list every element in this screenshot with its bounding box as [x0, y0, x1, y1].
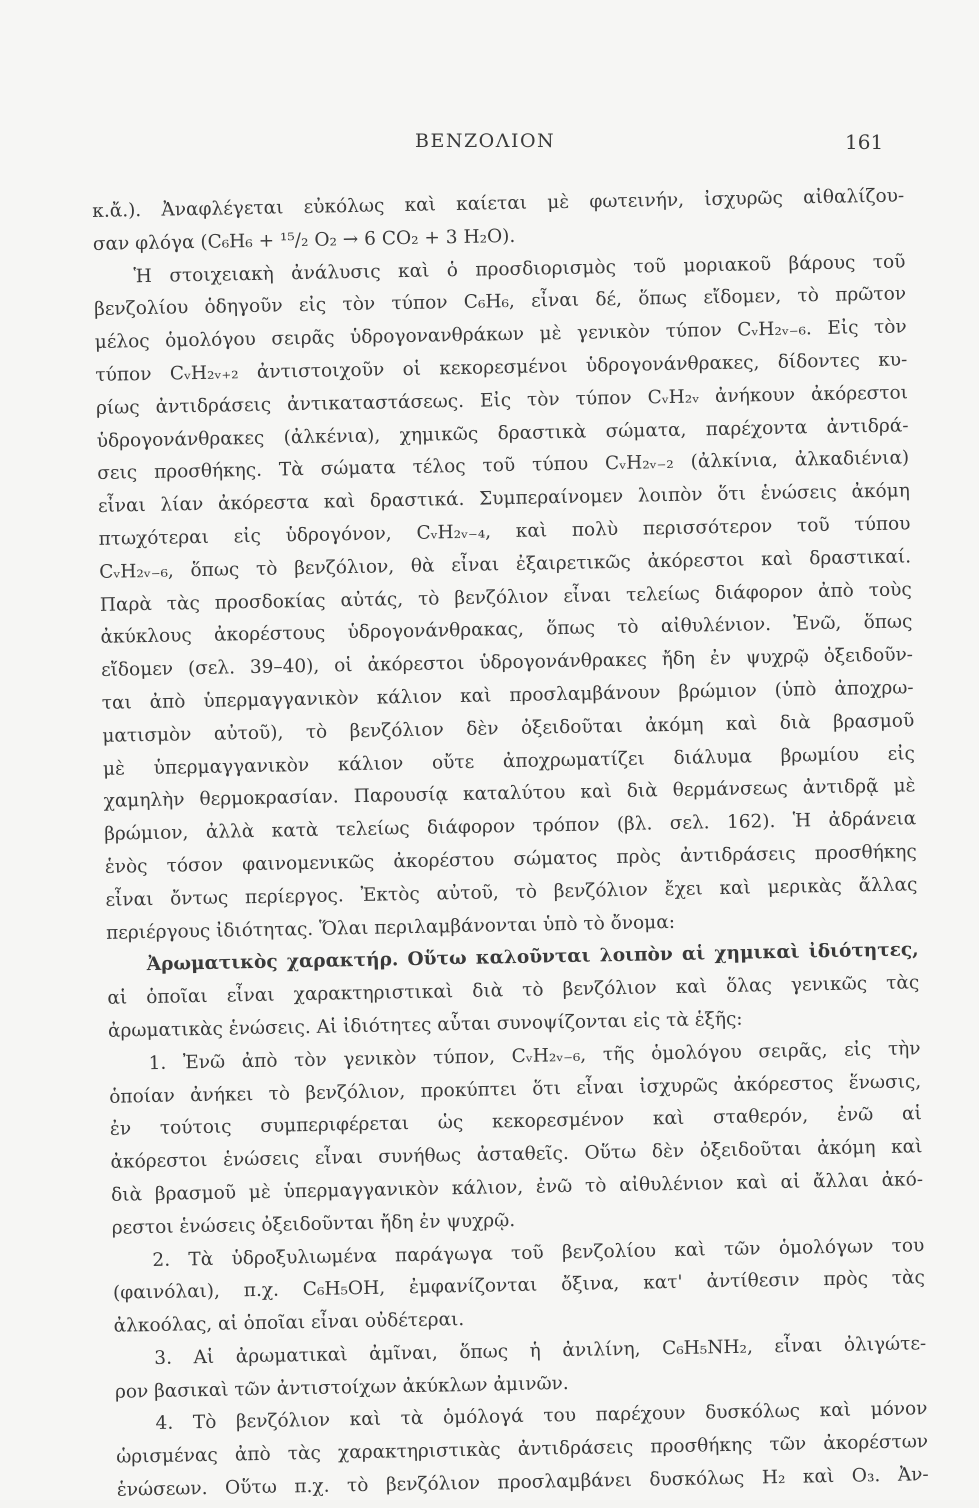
text-line: ἀλκοόλας, αἱ ὁποῖαι εἶναι οὐδέτεραι. [113, 1309, 465, 1337]
text-line: ἑνὸς τόσον φαινομενικῶς ἀκορέστου σώματος πρὸς ἀντιδράσεις προσθήκης [104, 841, 917, 878]
text-line: ρον βασικαὶ τῶν ἀντιστοίχων ἀκύκλων ἀμινῶν. [114, 1372, 569, 1403]
text-line: εἶναι λίαν ἀκόρεστα καὶ δραστικά. Συμπεραίνομεν λοιπὸν ὅτι ἑνώσεις ἀκόμη [97, 480, 911, 518]
page-header [0, 130, 979, 160]
text-line: διὰ βρασμοῦ μὲ ὑπερμαγγανικὸν κάλιον, ἐνῶ τὸ αἰθυλένιον καὶ αἱ ἄλλαι ἀκό- [110, 1169, 924, 1206]
text-line: Ἀρωματικὸς χαρακτήρ. Οὕτω καλοῦνται λοιπὸν αἱ χημικαὶ ἰδιότητες, [146, 939, 919, 976]
text-line: 1. Ἐνῶ ἀπὸ τὸν γενικὸν τύπον, CᵥH₂ᵥ₋₆, τῆς ὁμολόγου σειρᾶς, εἰς τὴν [148, 1037, 921, 1074]
text-line: εἶναι ὄντως περίεργος. Ἐκτὸς αὐτοῦ, τὸ βενζόλιον ἔχει καὶ μερικὰς ἄλλας [105, 874, 918, 911]
text-line: ἀκόρεστοι ἑνώσεις εἶναι συνήθως ἀσταθεῖς. Οὕτω δὲν ὀξειδοῦται ἀκόμη καὶ [110, 1136, 923, 1173]
text-line: περιέργους ἰδιότητας. Ὅλαι περιλαμβάνονται ὑπὸ τὸ ὄνομα: [105, 911, 676, 944]
text-line: τύπον CᵥH₂ᵥ₊₂ ἀντιστοιχοῦν οἱ κεκορεσμένοι ὑδρογονάνθρακες, δίδοντες κυ- [95, 349, 908, 386]
text-line: ὡρισμένας ἀπὸ τὰς χαρακτηριστικὰς ἀντιδράσεις προσθήκης τῶν ἀκορέστων [116, 1431, 929, 1469]
text-line: βενζολίου ὁδηγοῦν εἰς τὸν τύπον C₆H₆, εἶναι δέ, ὅπως εἴδομεν, τὸ πρῶτον [93, 283, 907, 321]
text-line: 4. Τὸ βενζόλιον καὶ τὰ ὁμόλογά του παρέχουν δυσκόλως καὶ μόνον [155, 1398, 928, 1435]
text-line: εἴδομεν (σελ. 39–40), οἱ ἀκόρεστοι ὑδρογονάνθρακες ἤδη ἐν ψυχρῷ ὀξειδοῦν- [100, 644, 914, 682]
text-line: ὑδρογονάνθρακες (ἀλκένια), χημικῶς δραστικὰ σώματα, παρέχοντα ἀντιδρά- [96, 414, 909, 452]
text-line: βρώμιον, ἀλλὰ κατὰ τελείως διάφορον τρόπον (βλ. σελ. 162). Ἡ ἀδράνεια [104, 808, 917, 846]
page-number: 161 [845, 130, 884, 154]
text-line: CᵥH₂ᵥ₋₆, ὅπως τὸ βενζόλιον, θὰ εἶναι ἐξαιρετικῶς ἀκόρεστοι καὶ δραστικαί. [99, 546, 912, 583]
text-line: ἐν τούτοις συμπεριφέρεται ὡς κεκορεσμένον καὶ σταθερόν, ἐνῶ αἱ [109, 1103, 922, 1141]
text-line: ἀρωματικὰς ἑνώσεις. Αἱ ἰδιότητες αὗται συνοψίζονται εἰς τὰ ἑξῆς: [107, 1008, 743, 1042]
text-line: ματισμὸν αὐτοῦ), τὸ βενζόλιον δὲν ὀξειδοῦται ἀκόμη καὶ διὰ βρασμοῦ [102, 710, 915, 747]
body-text [92, 180, 929, 1507]
text-line: κ.ἄ.). Ἀναφλέγεται εὐκόλως καὶ καίεται μὲ φωτεινήν, ἰσχυρῶς αἰθαλίζου- [92, 185, 905, 222]
text-line: σεις προσθήκης. Τὰ σώματα τέλος τοῦ τύπου CᵥH₂ᵥ₋₂ (ἀλκίνια, ἀλκαδιένια) [97, 447, 910, 485]
running-title: ΒΕΝΖΟΛΙΟΝ [415, 130, 556, 152]
text-line: σαν φλόγα (C₆H₆ + ¹⁵/₂ O₂ → 6 CO₂ + 3 H₂O). [92, 225, 516, 255]
text-line: Παρὰ τὰς προσδοκίας αὐτάς, τὸ βενζόλιον εἶναι τελείως διάφορον ἀπὸ τοὺς [99, 578, 912, 616]
text-line: ἑνώσεων. Οὕτω π.χ. τὸ βενζόλιον προσλαμβάνει δυσκόλως H₂ καὶ O₃. Ἀν- [116, 1464, 929, 1501]
text-line: χαμηλὴν θερμοκρασίαν. Παρουσίᾳ καταλύτου καὶ διὰ θερμάνσεως ἀντιδρᾷ μὲ [103, 775, 916, 813]
text-line: 3. Αἱ ἀρωματικαὶ ἀμῖναι, ὅπως ἡ ἀνιλίνη, C₆H₅NH₂, εἶναι ὀλιγώτε- [154, 1333, 927, 1369]
text-line: ται ἀπὸ ὑπερμαγγανικὸν κάλιον καὶ προσλαμβάνουν βρώμιον (ὑπὸ ἀποχρω- [101, 677, 914, 714]
text-line: μέλος ὁμολόγου σειρᾶς ὑδρογονανθράκων μὲ γενικὸν τύπον CᵥH₂ᵥ₋₆. Εἰς τὸν [94, 316, 907, 354]
text-line: αἱ ὁποῖαι εἶναι χαρακτηριστικαὶ διὰ τὸ βενζόλιον καὶ ὅλας γενικῶς τὰς [107, 972, 920, 1009]
text-line: Ἡ στοιχειακὴ ἀνάλυσις καὶ ὁ προσδιορισμὸς τοῦ μοριακοῦ βάρους τοῦ [133, 250, 906, 287]
text-line: ρεστοι ἑνώσεις ὀξειδοῦνται ἤδη ἐν ψυχρῷ. [111, 1209, 516, 1239]
text-line: ρίως ἀντιδράσεις ἀντικαταστάσεως. Εἰς τὸν τύπον CᵥH₂ᵥ ἀνήκουν ἀκόρεστοι [95, 382, 909, 419]
text-line: (φαινόλαι), π.χ. C₆H₅OH, ἐμφανίζονται ὄξινα, κατ' ἀντίθεσιν πρὸς τὰς [112, 1267, 926, 1305]
text-line: ἀκύκλους ἀκορέστους ὑδρογονάνθρακας, ὅπως τὸ αἰθυλένιον. Ἐνῶ, ὅπως [100, 611, 913, 649]
text-line: μὲ ὑπερμαγγανικὸν κάλιον οὔτε ἀποχρωματίζει διάλυμα βρωμίου εἰς [102, 742, 916, 780]
text-line: πτωχότεραι εἰς ὑδρογόνον, CᵥH₂ᵥ₋₄, καὶ πολὺ περισσότερον τοῦ τύπου [98, 513, 911, 550]
text-line: 2. Τὰ ὑδροξυλιωμένα παράγωγα τοῦ βενζολίου καὶ τῶν ὁμολόγων του [152, 1234, 925, 1271]
text-line: ὁποίαν ἀνήκει τὸ βενζόλιον, προκύπτει ὅτι εἶναι ἰσχυρῶς ἀκόρεστος ἕνωσις, [109, 1070, 922, 1108]
